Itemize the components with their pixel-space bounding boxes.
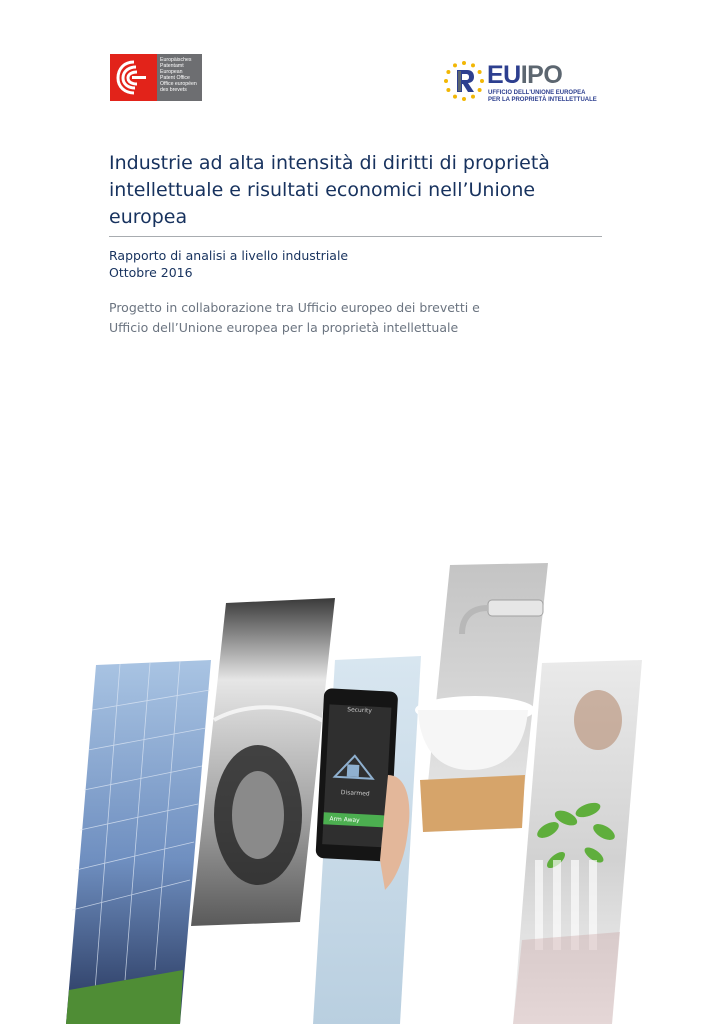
subtitle-line: Rapporto di analisi a livello industriale bbox=[109, 248, 349, 263]
project-line: Ufficio dell’Unione europea per la proprietà intellettuale bbox=[109, 320, 459, 335]
epo-mark-icon bbox=[110, 54, 157, 101]
euipo-line: UFFICIO DELL'UNIONE EUROPEA bbox=[488, 90, 586, 96]
photo-solar-panels bbox=[66, 660, 211, 1024]
euipo-ipo: IPO bbox=[520, 61, 563, 89]
photo-silver-car bbox=[191, 598, 335, 926]
title-line: intellettuale e risultati economici nell’Unione bbox=[109, 179, 536, 201]
report-date: Ottobre 2016 bbox=[109, 265, 193, 280]
phone-screen-button: Arm Away bbox=[329, 815, 360, 825]
euipo-stars-r-icon bbox=[442, 59, 486, 103]
epo-line: Patentamt bbox=[160, 63, 184, 69]
project-description bbox=[109, 298, 604, 338]
photo-smartphone bbox=[313, 656, 421, 1024]
epo-line: Europäisches bbox=[160, 57, 192, 63]
euipo-subtitle bbox=[488, 90, 597, 104]
report-subtitle bbox=[109, 247, 604, 281]
project-line: Progetto in collaborazione tra Ufficio europeo dei brevetti e bbox=[109, 300, 480, 315]
euipo-line: PER LA PROPRIETÀ INTELLETTUALE bbox=[488, 97, 597, 103]
phone-screen-status: Disarmed bbox=[340, 789, 370, 798]
photo-collage bbox=[0, 560, 725, 1024]
title-line: europea bbox=[109, 206, 188, 228]
euipo-eu: EU bbox=[487, 61, 521, 89]
epo-line: European bbox=[160, 69, 183, 75]
phone-screen-title: Security bbox=[347, 706, 373, 715]
epo-line: Office européen bbox=[160, 81, 197, 87]
euipo-wordmark bbox=[487, 63, 562, 88]
epo-line: Patent Office bbox=[160, 75, 190, 81]
euipo-logo bbox=[442, 57, 622, 107]
photo-washbasin bbox=[415, 563, 548, 832]
title-divider bbox=[109, 236, 602, 237]
epo-logo-text bbox=[157, 54, 202, 101]
report-title bbox=[109, 150, 604, 231]
epo-logo bbox=[110, 54, 202, 101]
photo-lab-plants bbox=[513, 660, 642, 1024]
epo-line: des brevets bbox=[160, 87, 187, 93]
title-line: Industrie ad alta intensità di diritti di proprietà bbox=[109, 152, 550, 174]
